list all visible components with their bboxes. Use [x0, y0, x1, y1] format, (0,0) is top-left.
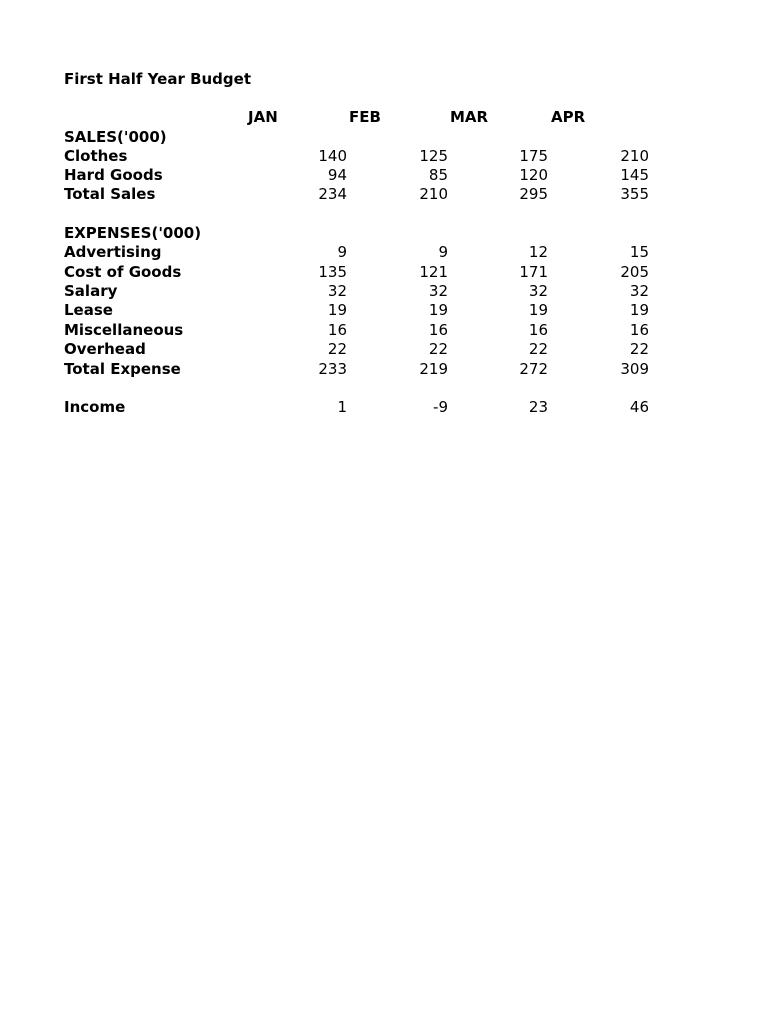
cell-value: 32 — [528, 282, 548, 300]
cell-value: 46 — [629, 398, 649, 416]
cell-value: 16 — [629, 321, 649, 339]
table-row — [0, 263, 768, 282]
cell-value: 309 — [620, 360, 649, 378]
table-row — [0, 243, 768, 262]
expenses-heading: EXPENSES('000) — [64, 224, 202, 242]
cell-value: 15 — [629, 243, 649, 261]
expenses-heading-row — [0, 224, 768, 243]
row-label: Hard Goods — [64, 166, 163, 184]
table-row-total-sales — [0, 185, 768, 204]
cell-value: 19 — [327, 301, 347, 319]
cell-value: 121 — [419, 263, 448, 281]
cell-value: 210 — [419, 185, 448, 203]
cell-value: 9 — [438, 243, 448, 261]
cell-value: 175 — [519, 147, 548, 165]
cell-value: 140 — [318, 147, 347, 165]
row-label: Clothes — [64, 147, 128, 165]
cell-value: 120 — [519, 166, 548, 184]
row-label: Overhead — [64, 340, 146, 358]
month-header-apr: APR — [551, 108, 586, 126]
cell-value: 19 — [528, 301, 548, 319]
cell-value: 22 — [327, 340, 347, 358]
sales-heading: SALES('000) — [64, 128, 167, 146]
cell-value: -9 — [433, 398, 448, 416]
cell-value: 145 — [620, 166, 649, 184]
month-header-feb: FEB — [349, 108, 381, 126]
row-label: Miscellaneous — [64, 321, 184, 339]
cell-value: 19 — [428, 301, 448, 319]
table-row — [0, 147, 768, 166]
row-label: Lease — [64, 301, 113, 319]
table-row-total-expense — [0, 360, 768, 379]
cell-value: 233 — [318, 360, 347, 378]
cell-value: 22 — [528, 340, 548, 358]
table-row — [0, 340, 768, 359]
cell-value: 171 — [519, 263, 548, 281]
row-label: Income — [64, 398, 126, 416]
cell-value: 32 — [629, 282, 649, 300]
cell-value: 85 — [428, 166, 448, 184]
cell-value: 205 — [620, 263, 649, 281]
table-row — [0, 321, 768, 340]
cell-value: 1 — [337, 398, 347, 416]
cell-value: 135 — [318, 263, 347, 281]
month-header-jan: JAN — [248, 108, 278, 126]
table-row — [0, 282, 768, 301]
row-label: Cost of Goods — [64, 263, 182, 281]
cell-value: 210 — [620, 147, 649, 165]
cell-value: 355 — [620, 185, 649, 203]
cell-value: 19 — [629, 301, 649, 319]
cell-value: 125 — [419, 147, 448, 165]
cell-value: 16 — [327, 321, 347, 339]
cell-value: 22 — [629, 340, 649, 358]
table-row — [0, 166, 768, 185]
cell-value: 272 — [519, 360, 548, 378]
table-row — [0, 301, 768, 320]
row-label: Salary — [64, 282, 118, 300]
cell-value: 23 — [528, 398, 548, 416]
month-header-mar: MAR — [450, 108, 489, 126]
cell-value: 9 — [337, 243, 347, 261]
table-row-income — [0, 398, 768, 417]
cell-value: 295 — [519, 185, 548, 203]
cell-value: 16 — [428, 321, 448, 339]
row-label: Total Expense — [64, 360, 181, 378]
sheet-title: First Half Year Budget — [64, 70, 252, 88]
cell-value: 32 — [327, 282, 347, 300]
month-header-row — [0, 108, 768, 128]
sales-heading-row — [0, 128, 768, 147]
cell-value: 22 — [428, 340, 448, 358]
cell-value: 234 — [318, 185, 347, 203]
row-label: Advertising — [64, 243, 162, 261]
cell-value: 16 — [528, 321, 548, 339]
cell-value: 94 — [327, 166, 347, 184]
cell-value: 12 — [528, 243, 548, 261]
row-label: Total Sales — [64, 185, 156, 203]
cell-value: 219 — [419, 360, 448, 378]
cell-value: 32 — [428, 282, 448, 300]
